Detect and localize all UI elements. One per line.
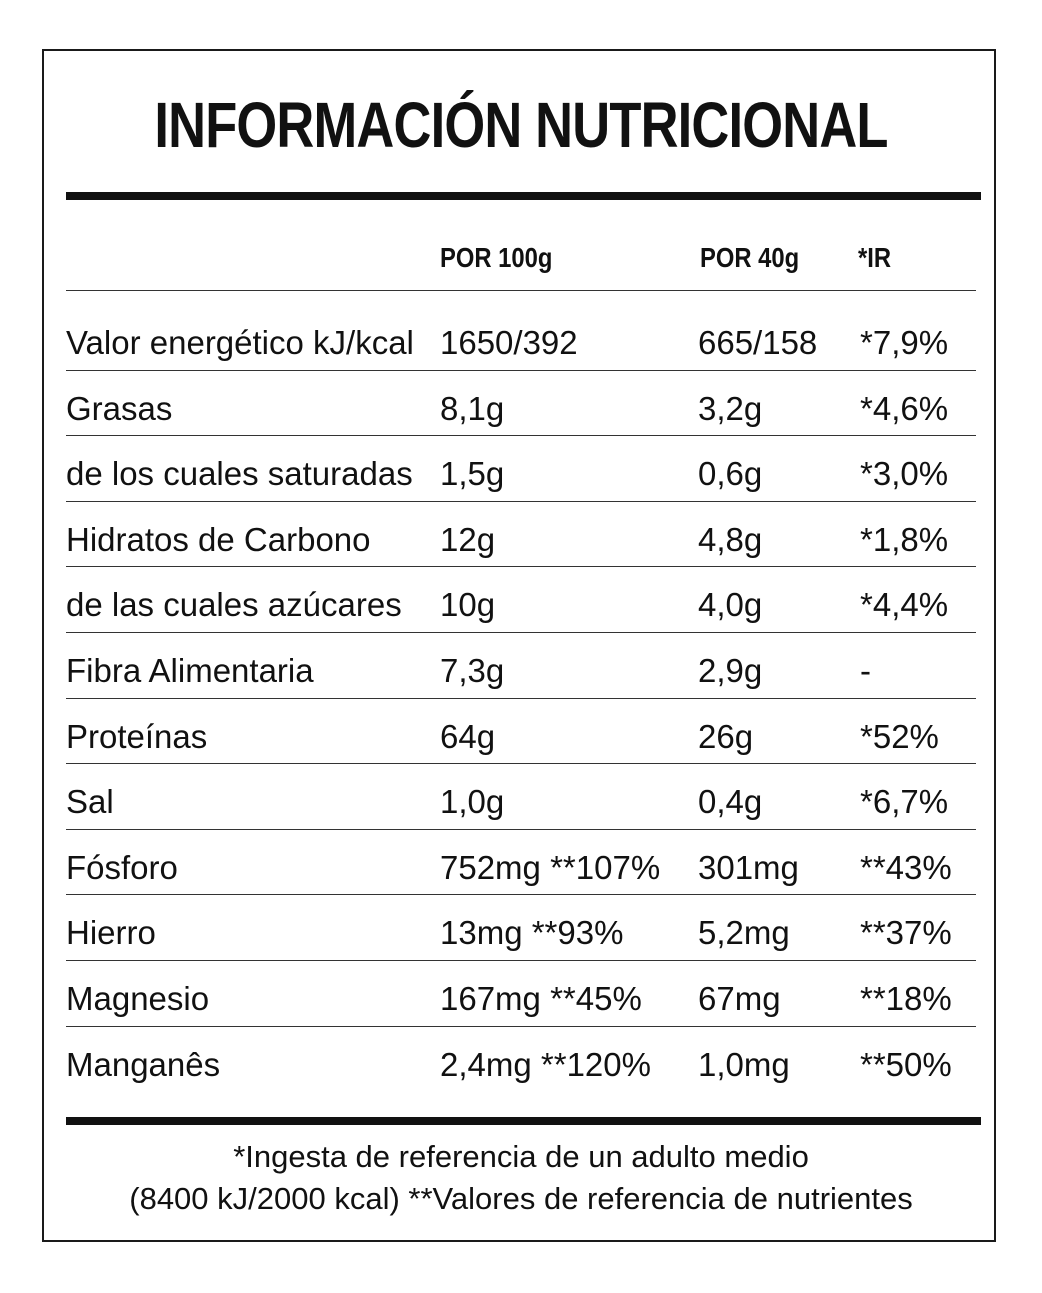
value-per100: 1,5g [440, 455, 505, 492]
value-per40: 5,2mg [698, 914, 790, 951]
nutrient-name: Fósforo [66, 849, 178, 886]
value-per100: 1,0g [440, 783, 505, 820]
value-per40: 301mg [698, 849, 799, 886]
value-ir: *4,6% [860, 390, 949, 427]
value-per40: 26g [698, 718, 754, 755]
value-ir: **50% [860, 1046, 952, 1083]
nutrient-name: Hidratos de Carbono [66, 521, 371, 558]
page-title: INFORMACIÓN NUTRICIONAL [154, 89, 888, 161]
column-header-per40: POR 40g [700, 242, 800, 273]
header-divider [66, 290, 976, 291]
value-per100: 2,4mg **120% [440, 1046, 651, 1083]
value-per40: 0,4g [698, 783, 763, 820]
nutrient-name: Fibra Alimentaria [66, 652, 314, 689]
nutrient-name: Sal [66, 783, 114, 820]
value-ir: *1,8% [860, 521, 949, 558]
value-per40: 67mg [698, 980, 781, 1017]
nutrient-name: Hierro [66, 914, 156, 951]
value-per40: 4,0g [698, 586, 763, 623]
value-ir: *6,7% [860, 783, 949, 820]
top-divider [66, 192, 981, 200]
value-per100: 7,3g [440, 652, 505, 689]
value-ir: *4,4% [860, 586, 949, 623]
nutrient-name: Valor energético kJ/kcal [66, 324, 414, 361]
nutrient-name: de las cuales azúcares [66, 586, 402, 623]
table-row [0, 895, 1042, 961]
value-per100: 64g [440, 718, 496, 755]
value-per100: 752mg **107% [440, 849, 661, 886]
table-row [0, 633, 1042, 699]
table-row [0, 567, 1042, 633]
nutrient-name: Grasas [66, 390, 173, 427]
value-ir: **18% [860, 980, 952, 1017]
table-row [0, 305, 1042, 371]
table-row [0, 502, 1042, 568]
table-row [0, 764, 1042, 830]
table-row [0, 436, 1042, 502]
value-ir: *7,9% [860, 324, 949, 361]
column-header-per100: POR 100g [440, 242, 553, 273]
value-per100: 12g [440, 521, 496, 558]
value-ir: *3,0% [860, 455, 949, 492]
value-ir: *52% [860, 718, 939, 755]
value-per100: 8,1g [440, 390, 505, 427]
nutrient-name: Magnesio [66, 980, 210, 1017]
value-per40: 4,8g [698, 521, 763, 558]
value-per100: 167mg **45% [440, 980, 642, 1017]
value-per40: 665/158 [698, 324, 818, 361]
value-ir: **37% [860, 914, 952, 951]
value-per40: 1,0mg [698, 1046, 790, 1083]
value-ir: - [860, 652, 871, 689]
nutrient-name: Proteínas [66, 718, 208, 755]
value-per100: 13mg **93% [440, 914, 624, 951]
table-row [0, 371, 1042, 437]
nutrient-name: Manganês [66, 1046, 221, 1083]
value-per40: 3,2g [698, 390, 763, 427]
footnote-line-2: (8400 kJ/2000 kcal) **Valores de referencia de nutrientes [129, 1181, 913, 1216]
table-row [0, 699, 1042, 765]
table-row [0, 961, 1042, 1027]
value-per100: 1650/392 [440, 324, 578, 361]
value-ir: **43% [860, 849, 952, 886]
nutrient-name: de los cuales saturadas [66, 455, 413, 492]
value-per40: 2,9g [698, 652, 763, 689]
table-row [0, 1027, 1042, 1093]
value-per100: 10g [440, 586, 496, 623]
footnote-line-1: *Ingesta de referencia de un adulto medio [233, 1139, 809, 1174]
value-per40: 0,6g [698, 455, 763, 492]
bottom-divider [66, 1117, 981, 1125]
column-header-ir: *IR [858, 242, 892, 273]
table-row [0, 830, 1042, 896]
